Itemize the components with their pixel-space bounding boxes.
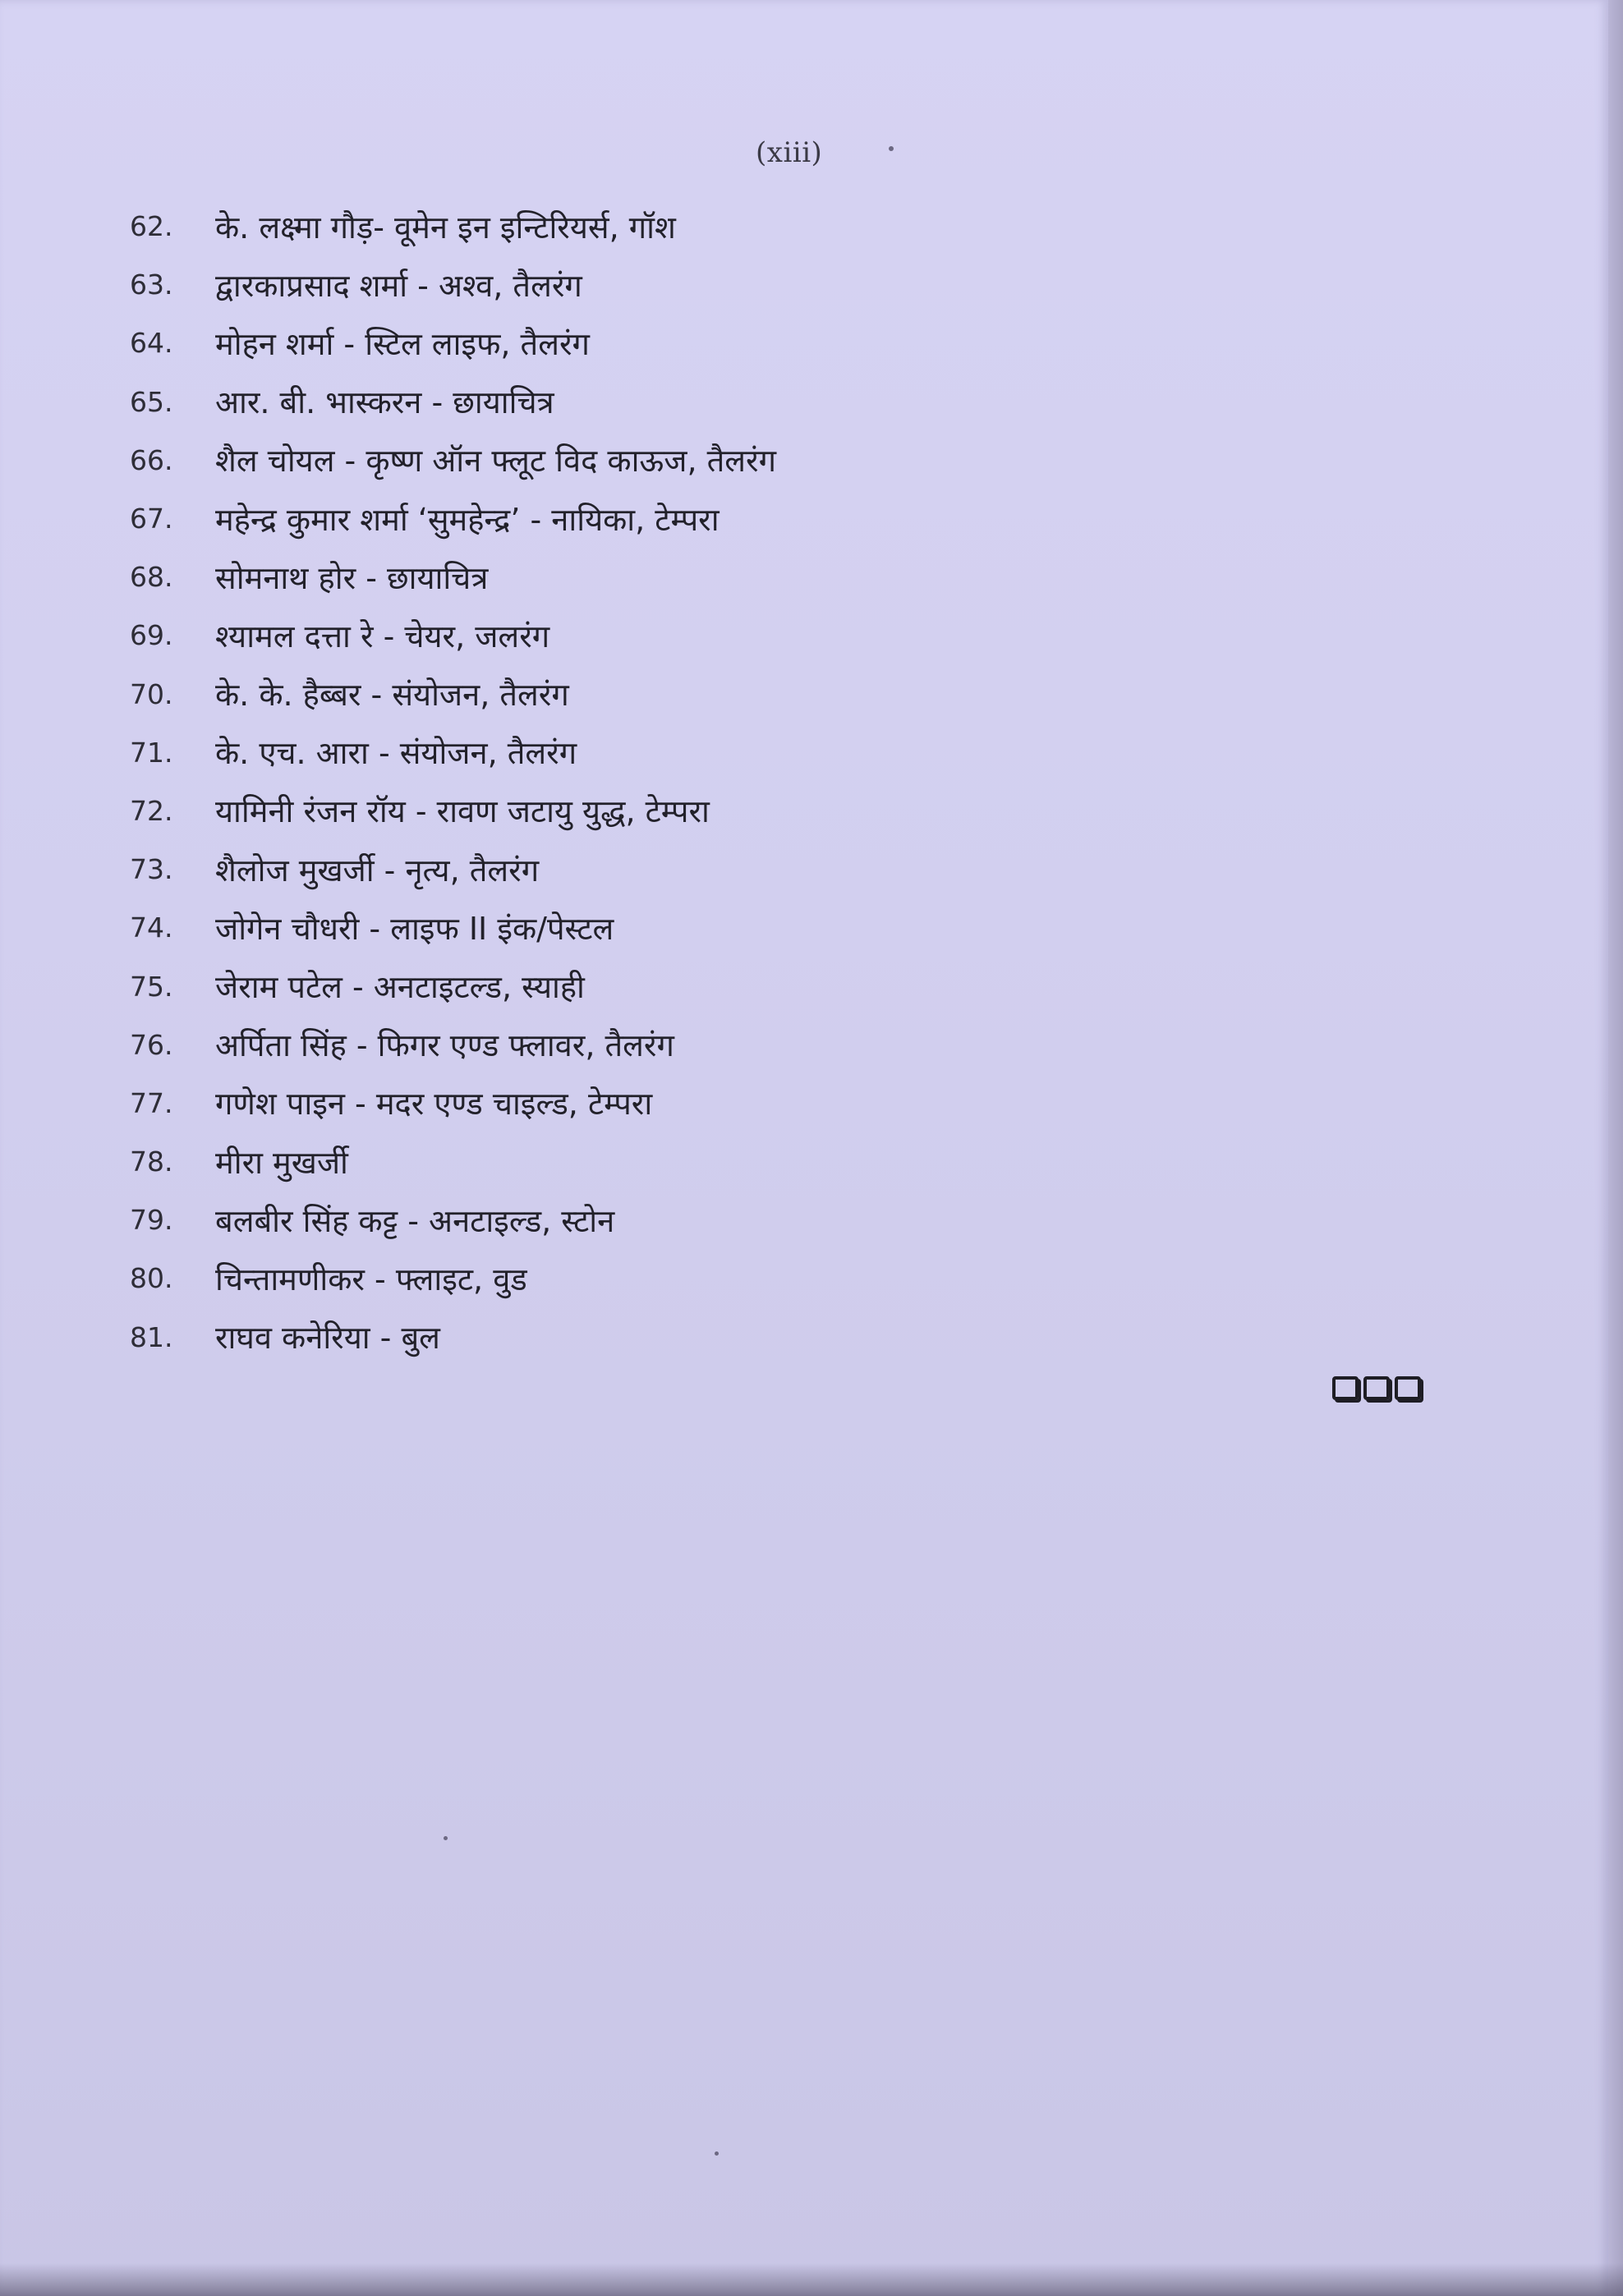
item-text: के. एच. आरा - संयोजन, तैलरंग — [215, 735, 577, 772]
list-item — [130, 1132, 1362, 1191]
item-number: 81. — [130, 1320, 173, 1353]
item-text: जोगेन चौधरी - लाइफ II इंक/पेस्टल — [215, 910, 614, 947]
item-text: महेन्द्र कुमार शर्मा ‘सुमहेन्द्र’ - नायिका, टेम्परा — [215, 501, 720, 538]
item-text: जेराम पटेल - अनटाइटल्ड, स्याही — [215, 969, 585, 1006]
item-number: 62. — [130, 210, 173, 243]
item-number: 76. — [130, 1028, 173, 1061]
list-item — [130, 1074, 1362, 1132]
list-item — [130, 1308, 1362, 1366]
item-number: 69. — [130, 619, 173, 652]
item-number: 66. — [130, 443, 173, 476]
item-text: अर्पिता सिंह - फिगर एण्ड फ्लावर, तैलरंग — [215, 1027, 674, 1064]
item-number: 74. — [130, 912, 173, 944]
item-number: 70. — [130, 677, 173, 710]
list-item — [130, 606, 1362, 664]
list-item — [130, 489, 1362, 548]
list-item — [130, 782, 1362, 840]
item-text: बलबीर सिंह कट्ट - अनटाइल्ड, स्टोन — [215, 1202, 615, 1239]
list-item — [130, 255, 1362, 314]
list-item — [130, 548, 1362, 606]
item-text: सोमनाथ होर - छायाचित्र — [215, 559, 489, 596]
item-number: 77. — [130, 1086, 173, 1119]
item-number: 80. — [130, 1262, 173, 1295]
item-text: मोहन शर्मा - स्टिल लाइफ, तैलरंग — [215, 325, 590, 362]
item-number: 73. — [130, 853, 173, 886]
list-item — [130, 665, 1362, 723]
item-text: राघव कनेरिया - बुल — [215, 1320, 440, 1357]
list-item — [130, 1016, 1362, 1074]
item-text: आर. बी. भास्करन - छायाचित्र — [215, 384, 554, 421]
item-number: 64. — [130, 327, 173, 360]
item-text: गणेश पाइन - मदर एण्ड चाइल्ड, टेम्परा — [215, 1086, 653, 1123]
item-number: 65. — [130, 385, 173, 418]
item-text: के. लक्ष्मा गौड़- वूमेन इन इन्टिरियर्स, गॉश — [215, 209, 676, 246]
item-number: 72. — [130, 794, 173, 827]
item-number: 79. — [130, 1204, 173, 1237]
list-item — [130, 314, 1362, 372]
list-item — [130, 1249, 1362, 1307]
list-item — [130, 197, 1362, 255]
speck — [715, 2151, 719, 2156]
item-number: 63. — [130, 269, 173, 301]
item-text: श्यामल दत्ता रे - चेयर, जलरंग — [215, 618, 550, 654]
item-number: 75. — [130, 970, 173, 1003]
list-item — [130, 431, 1362, 489]
item-number: 78. — [130, 1146, 173, 1178]
page-number: (xiii) — [756, 136, 823, 169]
list-item — [130, 898, 1362, 957]
end-marks — [1332, 1376, 1421, 1400]
list-item — [130, 373, 1362, 431]
hollow-square-icon — [1332, 1376, 1359, 1400]
item-text: चिन्तामणीकर - फ्लाइट, वुड — [215, 1261, 527, 1297]
list-item — [130, 840, 1362, 898]
item-text: शैल चोयल - कृष्ण ऑन फ्लूट विद काऊज, तैलरंग — [215, 443, 776, 480]
page-edge — [1608, 0, 1623, 2296]
item-text: शैलोज मुखर्जी - नृत्य, तैलरंग — [215, 852, 540, 889]
hollow-square-icon — [1395, 1376, 1421, 1400]
hollow-square-icon — [1363, 1376, 1390, 1400]
item-number: 71. — [130, 736, 173, 769]
speck — [444, 1836, 448, 1840]
item-text: मीरा मुखर्जी — [215, 1144, 348, 1181]
item-number: 67. — [130, 503, 173, 535]
list-item — [130, 1191, 1362, 1249]
list-item — [130, 723, 1362, 782]
item-number: 68. — [130, 561, 173, 594]
item-text: यामिनी रंजन रॉय - रावण जटायु युद्ध, टेम्परा — [215, 793, 710, 830]
artwork-list — [130, 197, 1362, 1366]
item-text: द्वारकाप्रसाद शर्मा - अश्व, तैलरंग — [215, 267, 582, 304]
speck — [889, 146, 894, 151]
page-bottom-shadow — [0, 2263, 1623, 2296]
list-item — [130, 957, 1362, 1015]
item-text: के. के. हैब्बर - संयोजन, तैलरंग — [215, 677, 569, 714]
